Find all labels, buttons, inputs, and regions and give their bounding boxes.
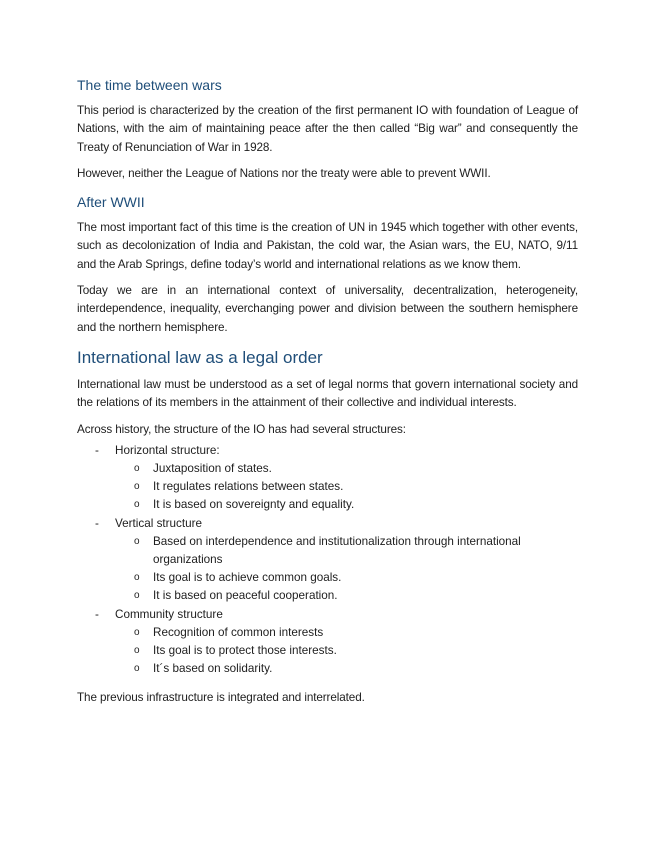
section-heading-after-wwii: After WWII [77, 194, 145, 211]
circle-bullet-icon: o [134, 463, 140, 475]
dash-bullet: - [95, 516, 99, 530]
paragraph: International law must be understood as a set of legal norms that govern international society and the relations of its members in the attainment of their collective and individual interests. [77, 377, 578, 410]
list-item: o It regulates relations between states. [115, 478, 578, 496]
list-item: o It is based on sovereignty and equality. [115, 496, 578, 514]
paragraph: Today we are in an international context of universality, decentralization, heterogeneity, interdependence, inequality, everchanging power and division between the southern hemisphere and the northern hemisphere. [77, 284, 578, 334]
list-item: o It is based on peaceful cooperation. [115, 587, 578, 605]
list-item: o Based on interdependence and institutionalization through international organizations [134, 534, 521, 567]
circle-bullet-icon: o [134, 645, 140, 657]
paragraph: This period is characterized by the creation of the first permanent IO with foundation of League of Nations, with the aim of maintaining peace after the then called “Big war” and consequently the Treaty of Renunciation of War in 1928. [77, 104, 578, 154]
circle-bullet-icon: o [134, 481, 140, 493]
circle-bullet-icon: o [134, 572, 140, 584]
structure-label: Community structure [115, 607, 223, 621]
list-item: o Juxtaposition of states. [115, 460, 578, 478]
list-item [77, 515, 578, 606]
dash-bullet: - [95, 443, 99, 457]
list-item: o It´s based on solidarity. [115, 660, 578, 678]
list-item: o Its goal is to protect those interests. [115, 642, 578, 660]
sub-list [115, 460, 578, 515]
section-heading-international-law: International law as a legal order [77, 347, 323, 367]
circle-bullet-icon: o [134, 535, 140, 547]
list-item: o Recognition of common interests [115, 624, 578, 642]
sub-list [115, 533, 578, 606]
closing-paragraph: The previous infrastructure is integrated and interrelated. [77, 690, 365, 704]
dash-bullet: - [95, 607, 99, 621]
circle-bullet-icon: o [134, 590, 140, 602]
circle-bullet-icon: o [134, 626, 140, 638]
structures-list [77, 442, 578, 679]
paragraph: The most important fact of this time is the creation of UN in 1945 which together with other events, such as decolonization of India and Pakistan, the cold war, the Asian wars, the EU, NATO, 9/11 and the Arab Springs, define today’s world and international relations as we know them. [77, 221, 578, 271]
structure-label: Vertical structure [115, 516, 203, 530]
circle-bullet-icon: o [134, 499, 140, 511]
paragraph: However, neither the League of Nations nor the treaty were able to prevent WWII. [77, 166, 491, 180]
circle-bullet-icon: o [134, 663, 140, 675]
paragraph: Across history, the structure of the IO has had several structures: [77, 422, 406, 436]
list-item: o Its goal is to achieve common goals. [115, 569, 578, 587]
list-item [77, 606, 578, 679]
list-item [77, 442, 578, 515]
section-heading-between-wars: The time between wars [77, 77, 222, 93]
structure-label: Horizontal structure: [115, 443, 220, 457]
sub-list [115, 624, 578, 679]
